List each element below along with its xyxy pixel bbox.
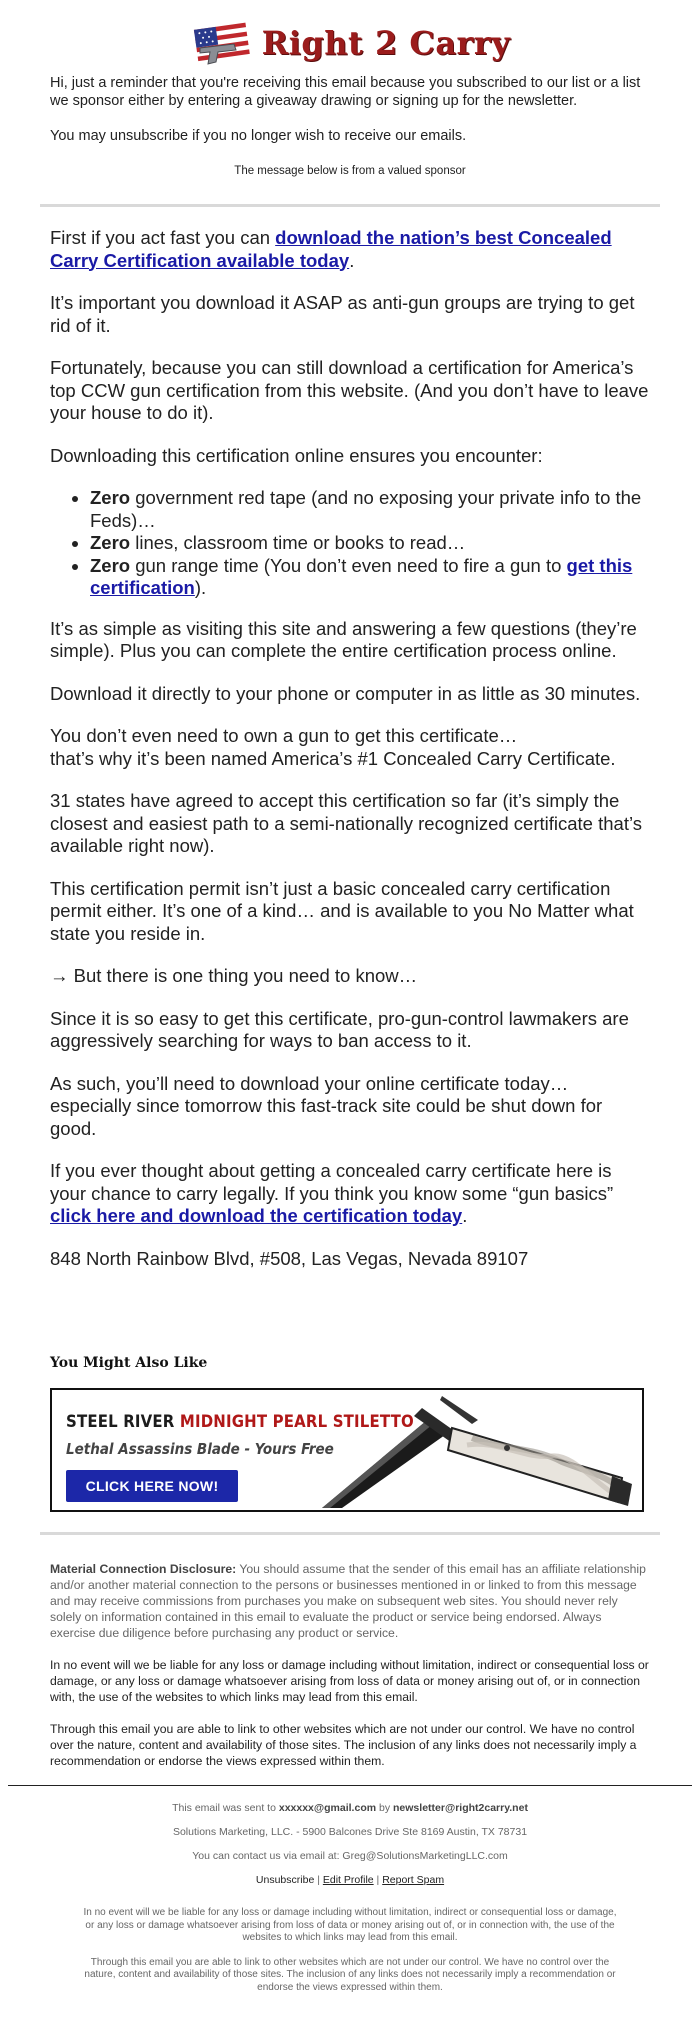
separator: | bbox=[373, 1874, 383, 1886]
contact-line: You can contact us via email at: Greg@SolutionsMarketingLLC.com bbox=[192, 1850, 508, 1862]
text: If you ever thought about getting a concealed carry certificate here is your chance to carry legally. If you think you know some “gun basics” bbox=[50, 1160, 614, 1204]
logo[interactable] bbox=[190, 18, 511, 68]
edit-profile-link[interactable]: Edit Profile bbox=[322, 1874, 374, 1886]
paragraph: It’s as simple as visiting this site and answering a few questions (they’re simple). Plus you can complete the entire certification process online. bbox=[50, 617, 637, 661]
footer bbox=[0, 1786, 700, 1994]
emphasis: Zero bbox=[90, 554, 131, 576]
text: ). bbox=[194, 577, 207, 598]
paragraph bbox=[50, 1160, 650, 1228]
stiletto-knife-icon bbox=[302, 1390, 644, 1512]
intro-reminder: Hi, just a reminder that you're receiving this email because you subscribed to our list or a list we sponsor either by entering a giveaway drawing or signing up for the newsletter. bbox=[50, 75, 641, 109]
unsubscribe-link[interactable]: Unsubscribe bbox=[255, 1874, 315, 1886]
paragraph: This certification permit isn’t just a basic concealed carry certification permit either. It’s one of a kind… and is available to you No Matter what state you reside in. bbox=[50, 877, 634, 944]
report-spam-link[interactable]: Report Spam bbox=[382, 1874, 445, 1886]
intro-unsubscribe-note: You may unsubscribe if you no longer wish to receive our emails. bbox=[50, 128, 467, 144]
footer-links bbox=[60, 1874, 640, 1887]
section-heading: You Might Also Like bbox=[50, 1355, 208, 1371]
sponsor-message bbox=[0, 207, 700, 1270]
paragraph: → But there is one thing you need to know… bbox=[50, 965, 418, 986]
list-item bbox=[90, 487, 650, 532]
header bbox=[0, 0, 700, 74]
text: . bbox=[462, 1205, 468, 1226]
text: First if you act fast you can bbox=[50, 227, 276, 248]
address: 848 North Rainbow Blvd, #508, Las Vegas, Nevada 89107 bbox=[50, 1247, 529, 1269]
text: lines, classroom time or books to read… bbox=[130, 532, 466, 553]
paragraph: Downloading this certification online ensures you encounter: bbox=[50, 444, 543, 466]
benefits-list bbox=[50, 487, 650, 600]
text: government red tape (and no exposing your private info to the Feds)… bbox=[90, 487, 642, 531]
footer-liability: In no event will we be liable for any loss or damage including without limitation, indirect or consequential loss or damage, or any loss or damage whatsoever arising from loss of data or money arising out of, or in connection with, the use of the websites to which links may lead from this email. bbox=[83, 1907, 617, 1943]
get-certification-link[interactable]: get this certification bbox=[90, 554, 633, 598]
sent-to-line bbox=[60, 1802, 640, 1815]
text: . bbox=[349, 249, 355, 271]
disclosure-label: Material Connection Disclosure: bbox=[50, 1562, 237, 1576]
footer-links-notice: Through this email you are able to link to other websites which are not under our control. We have no control over the nature, content and availability of those sites. The inclusion of any links does not necessarily imply a recommendation or endorse the views expressed within them. bbox=[84, 1956, 616, 1993]
banner-subtitle: Lethal Assassins Blade - Yours Free bbox=[66, 1440, 334, 1458]
you-might-also-like bbox=[0, 1290, 700, 1512]
paragraph bbox=[50, 227, 650, 272]
text: This email was sent to bbox=[172, 1802, 279, 1814]
paragraph: Download it directly to your phone or computer in as little as 30 minutes. bbox=[50, 682, 641, 704]
disclosure-section bbox=[0, 1535, 700, 1769]
list-item bbox=[90, 532, 650, 555]
company-address: Solutions Marketing, LLC. - 5900 Balcones Drive Ste 8169 Austin, TX 78731 bbox=[172, 1826, 528, 1838]
stiletto-ad-banner[interactable] bbox=[50, 1388, 644, 1512]
emphasis: Zero bbox=[90, 487, 131, 508]
paragraph: Fortunately, because you can still download a certification for America’s top CCW gun certification from this website. (And you don’t have to leave your house to do it). bbox=[50, 357, 649, 423]
paragraph: It’s important you download it ASAP as anti-gun groups are trying to get rid of it. bbox=[50, 292, 635, 336]
text: STEEL RIVER bbox=[66, 1412, 180, 1432]
list-item bbox=[90, 555, 650, 600]
paragraph bbox=[50, 725, 650, 770]
text: You should assume that the sender of this email has an affiliate relationship and/or another material connection to the persons or businesses mentioned in or linked to from this message and may receive commissions from purchases you make on subsequent web sites. You should never rely solely on information contained in this email to evaluate the product or service being endorsed. Always exercise due diligence before purchasing any product or service. bbox=[50, 1562, 646, 1640]
recipient-email: xxxxxx@gmail.com bbox=[278, 1802, 377, 1814]
text: that’s why it’s been named America’s #1 Concealed Carry Certificate. bbox=[50, 747, 616, 769]
paragraph: Since it is so easy to get this certificate, pro-gun-control lawmakers are aggressively searching for ways to ban access to it. bbox=[50, 1007, 629, 1051]
text: by bbox=[376, 1802, 394, 1814]
click-here-now-button[interactable]: CLICK HERE NOW! bbox=[66, 1470, 238, 1502]
download-certification-link[interactable]: download the nation’s best Concealed Carry Certification available today bbox=[50, 227, 612, 271]
sender-email: newsletter@right2carry.net bbox=[393, 1802, 528, 1814]
material-disclosure bbox=[50, 1561, 650, 1641]
separator: | bbox=[314, 1874, 323, 1886]
text: MIDNIGHT PEARL STILETTO bbox=[179, 1412, 414, 1432]
paragraph: As such, you’ll need to download your online certificate today… especially since tomorrow this fast-track site could be shut down for good. bbox=[50, 1072, 603, 1139]
liability-notice: In no event will we be liable for any loss or damage including without limitation, indirect or consequential loss or damage, or any loss or damage whatsoever arising from loss of data or money arising out of, or in connection with, the use of the websites to which links may lead from this email. bbox=[50, 1658, 649, 1704]
logo-text: Right 2 Carry bbox=[261, 24, 511, 62]
text: gun range time (You don’t even need to fire a gun to bbox=[130, 554, 567, 576]
links-notice: Through this email you are able to link to other websites which are not under our control. We have no control over the nature, content and availability of those sites. The inclusion of any links does not necessarily imply a recommendation or endorse the views expressed within them. bbox=[50, 1722, 637, 1768]
emphasis: Zero bbox=[90, 532, 131, 553]
text: You don’t even need to own a gun to get this certificate… bbox=[50, 725, 518, 746]
paragraph: 31 states have agreed to accept this certification so far (it’s simply the closest and easiest path to a semi-nationally recognized certificate that’s available right now). bbox=[50, 790, 642, 856]
intro bbox=[0, 74, 700, 180]
download-certification-today-link[interactable]: click here and download the certification today bbox=[50, 1205, 463, 1226]
flag-and-pistol-icon bbox=[190, 18, 256, 68]
sponsor-note: The message below is from a valued sponsor bbox=[234, 165, 466, 177]
